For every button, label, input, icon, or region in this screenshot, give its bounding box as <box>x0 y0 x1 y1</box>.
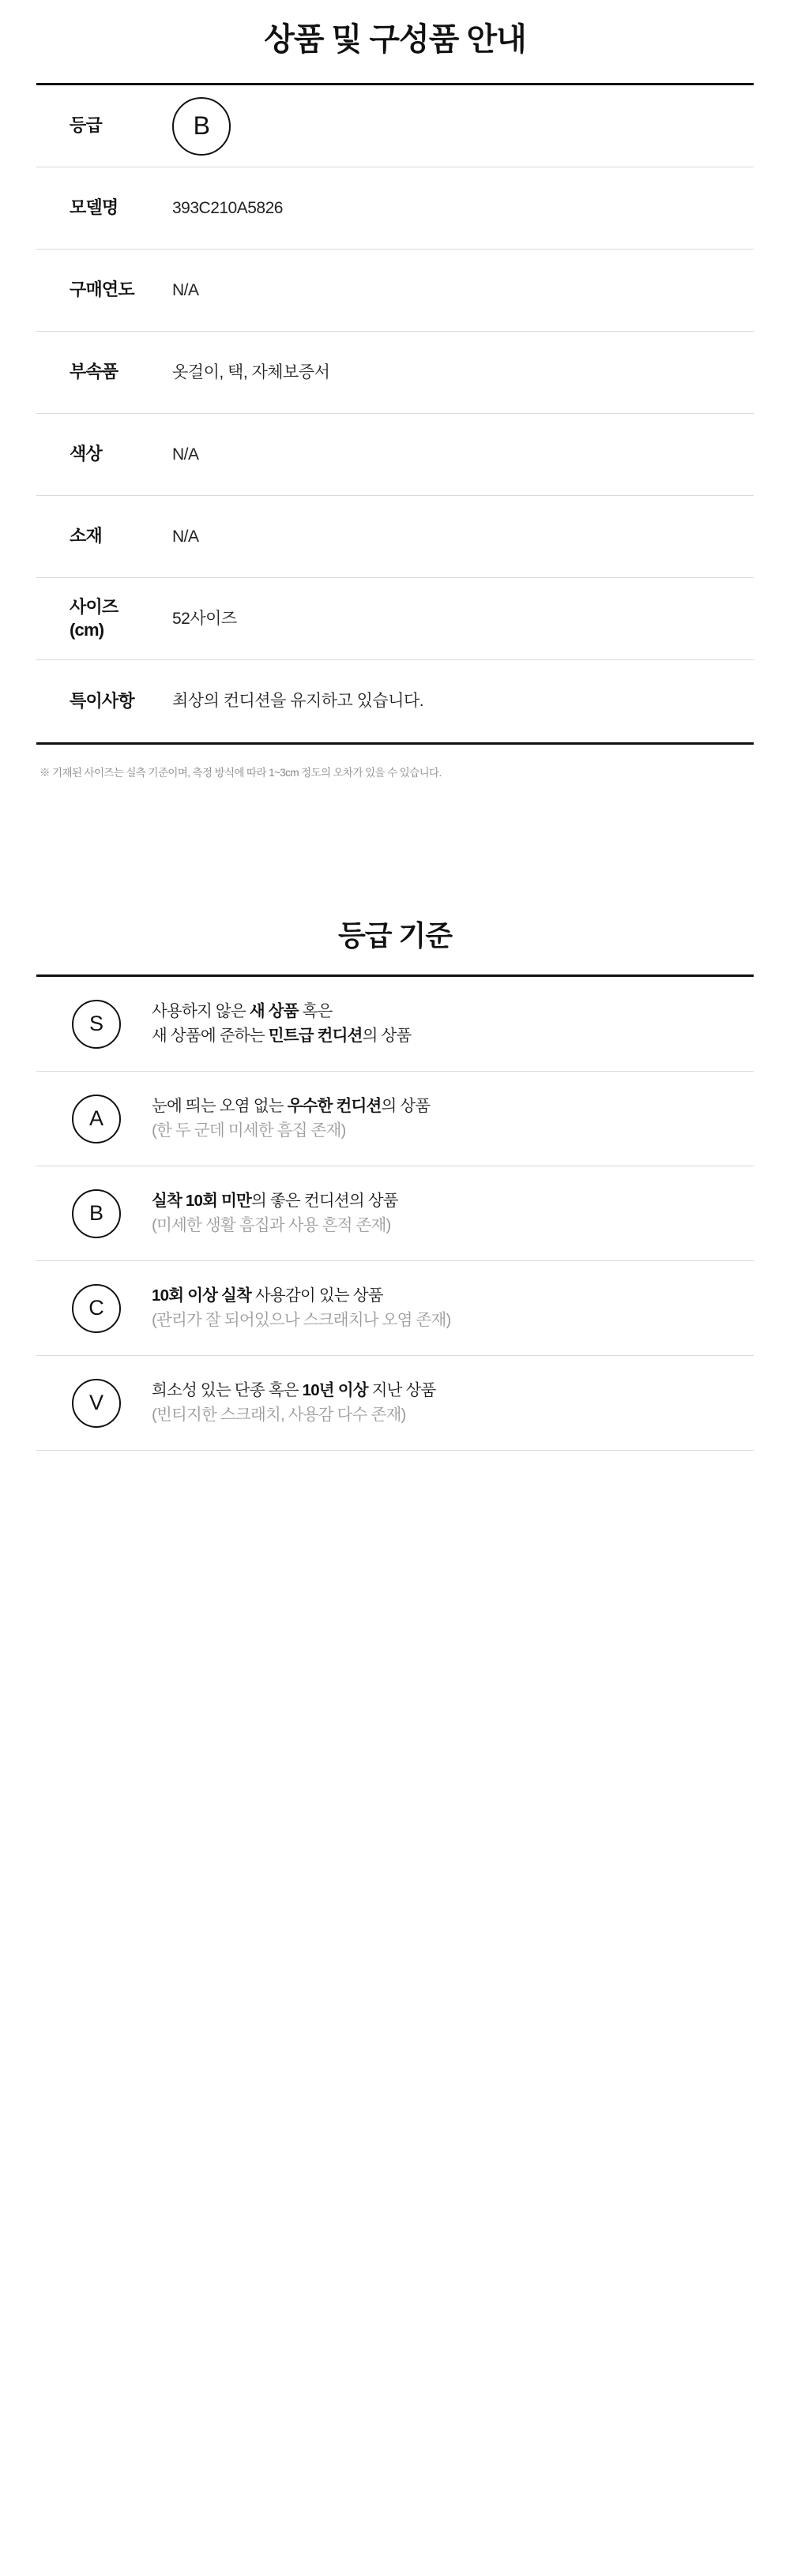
spec-label-remarks: 특이사항 <box>70 690 134 711</box>
grade-mark-a: A <box>72 1095 121 1143</box>
text-post: 의 좋은 컨디션의 상품 <box>251 1192 398 1211</box>
grade-mark-cell-a <box>41 1095 152 1143</box>
spec-label-size-line1: 사이즈 <box>70 596 118 617</box>
size-disclaimer-note: ※ 기재된 사이즈는 실측 기준이며, 측정 방식에 따라 1~3cm 정도의 오차가 있을 수 있습니다. <box>40 767 442 779</box>
text-bold: 새 상품 <box>249 1002 299 1021</box>
grade-desc-b-line1 <box>152 1189 741 1213</box>
spec-label-color: 색상 <box>70 444 102 464</box>
text-pre: 사용하지 않은 <box>152 1002 250 1021</box>
grade-mark-cell-v <box>41 1379 152 1428</box>
grade-desc-b-line2: (미세한 생활 흠집과 사용 흔적 존재) <box>152 1215 391 1234</box>
section-spacer <box>0 781 790 914</box>
spec-label-grade: 등급 <box>70 115 102 136</box>
spec-label-material: 소재 <box>70 526 102 546</box>
spec-label-size-line2: (cm) <box>70 619 104 640</box>
table-row <box>36 250 754 332</box>
spec-value-material: N/A <box>172 527 199 546</box>
spec-label-purchase-year: 구매연도 <box>70 280 134 300</box>
grade-section-title: 등급 기준 <box>337 919 453 952</box>
grade-desc-v-line1 <box>152 1379 741 1403</box>
page-title: 상품 및 구성품 안내 <box>264 22 526 57</box>
grade-mark-s: S <box>72 1000 121 1049</box>
text-pre: 희소성 있는 단종 혹은 <box>152 1381 303 1400</box>
text-pre: 눈에 띄는 오염 없는 <box>152 1097 288 1116</box>
spec-table <box>36 83 754 745</box>
table-row <box>36 167 754 250</box>
spec-value-accessories: 옷걸이, 택, 자체보증서 <box>172 362 330 381</box>
text-post: 혹은 <box>298 1002 333 1021</box>
text-post: 사용감이 있는 상품 <box>251 1286 383 1305</box>
spec-value-color: N/A <box>172 445 199 464</box>
spec-label-size <box>41 596 172 641</box>
table-row <box>36 1261 754 1356</box>
grade-desc-s <box>152 1000 749 1048</box>
table-row <box>36 1072 754 1166</box>
table-row <box>36 660 754 742</box>
table-row <box>36 1356 754 1451</box>
grade-mark-v: V <box>72 1379 121 1428</box>
spec-value-purchase-year: N/A <box>172 280 199 299</box>
table-row <box>36 414 754 496</box>
grade-desc-c-line1 <box>152 1284 741 1308</box>
table-row <box>36 1166 754 1261</box>
text-post: 지난 상품 <box>367 1381 436 1400</box>
text-pre: 새 상품에 준하는 <box>152 1026 269 1045</box>
grade-desc-v <box>152 1379 749 1427</box>
spec-value-grade <box>172 97 749 156</box>
text-bold: 10년 이상 <box>302 1381 368 1400</box>
text-bold: 10회 이상 실착 <box>152 1286 252 1305</box>
spec-value-remarks: 최상의 컨디션을 유지하고 있습니다. <box>172 692 424 711</box>
grade-table <box>36 974 754 1451</box>
table-row <box>36 496 754 578</box>
grade-mark-c: C <box>72 1284 121 1333</box>
grade-mark-cell-b <box>41 1189 152 1238</box>
text-post: 의 상품 <box>362 1026 412 1045</box>
table-row <box>36 85 754 167</box>
grade-desc-a <box>152 1095 749 1143</box>
grade-mark-cell-s <box>41 1000 152 1049</box>
text-bold: 우수한 컨디션 <box>287 1097 382 1116</box>
grade-desc-c-line2: (관리가 잘 되어있으나 스크래치나 오염 존재) <box>152 1310 451 1329</box>
product-spec-section <box>0 0 790 781</box>
table-row <box>36 578 754 660</box>
grade-desc-a-line2: (한 두 군데 미세한 흠집 존재) <box>152 1121 346 1140</box>
spec-value-model: 393C210A5826 <box>172 198 283 217</box>
grade-desc-v-line2: (빈티지한 스크래치, 사용감 다수 존재) <box>152 1405 406 1424</box>
grade-mark-cell-c <box>41 1284 152 1333</box>
grade-desc-c <box>152 1284 749 1332</box>
spec-label-model: 모델명 <box>70 197 118 218</box>
text-bold: 실착 10회 미만 <box>152 1192 252 1211</box>
grade-criteria-section <box>0 914 790 1451</box>
spec-value-size: 52사이즈 <box>172 609 237 628</box>
grade-desc-b <box>152 1189 749 1237</box>
text-post: 의 상품 <box>381 1097 431 1116</box>
table-row <box>36 332 754 414</box>
table-row <box>36 977 754 1072</box>
grade-mark-b: B <box>72 1189 121 1238</box>
spec-label-accessories: 부속품 <box>70 362 118 382</box>
text-bold: 민트급 컨디션 <box>268 1026 363 1045</box>
grade-desc-s-line2 <box>152 1024 741 1048</box>
grade-badge: B <box>172 97 231 156</box>
grade-desc-s-line1 <box>152 1000 741 1023</box>
grade-desc-a-line1 <box>152 1095 741 1118</box>
